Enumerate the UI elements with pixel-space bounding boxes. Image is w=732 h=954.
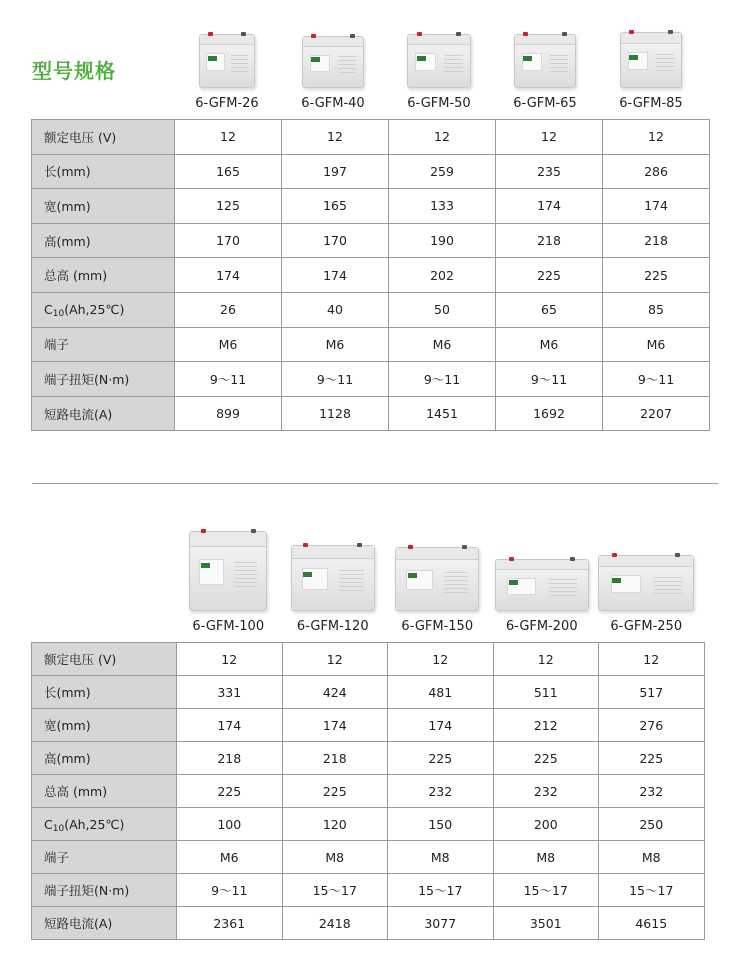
- table-cell: 511: [493, 676, 599, 709]
- row-label: 总高 (mm): [32, 775, 177, 808]
- table-row: [32, 120, 710, 155]
- table-cell: 225: [388, 742, 494, 775]
- table-cell: 40: [282, 292, 389, 327]
- table-row: [32, 742, 705, 775]
- model-column-header: [386, 18, 492, 111]
- table-cell: 15～17: [493, 874, 599, 907]
- spec-table-1: [31, 119, 710, 431]
- model-column-header: [280, 18, 386, 111]
- row-label: [32, 808, 177, 841]
- model-column-header: [490, 530, 595, 634]
- table-cell: 3077: [388, 907, 494, 940]
- table-cell: 424: [282, 676, 388, 709]
- table-cell: 481: [388, 676, 494, 709]
- model-name: 6-GFM-120: [296, 619, 369, 634]
- row-label: 端子扭矩(N·m): [32, 874, 177, 907]
- model-column-header: [492, 18, 598, 111]
- table-cell: 12: [282, 643, 388, 676]
- table-cell: 276: [599, 709, 705, 742]
- table-cell: 15～17: [282, 874, 388, 907]
- table-cell: 259: [389, 154, 496, 189]
- table-cell: 202: [389, 258, 496, 293]
- row-label-prefix: C: [44, 816, 53, 832]
- table-row: [32, 676, 705, 709]
- table-cell: M6: [282, 327, 389, 362]
- table-row: [32, 874, 705, 907]
- table-cell: 174: [177, 709, 283, 742]
- table-row: [32, 362, 710, 397]
- table-cell: M6: [177, 841, 283, 874]
- battery-image: [495, 559, 589, 611]
- table-cell: 12: [389, 120, 496, 155]
- table-cell: 50: [389, 292, 496, 327]
- table-cell: 12: [493, 643, 599, 676]
- table-cell: M8: [493, 841, 599, 874]
- table-cell: 170: [282, 223, 389, 258]
- table-cell: M8: [388, 841, 494, 874]
- row-label: 高(mm): [32, 742, 177, 775]
- battery-image: [514, 34, 576, 88]
- table-cell: 1128: [282, 396, 389, 431]
- row-label: 长(mm): [32, 154, 175, 189]
- table-cell: 200: [493, 808, 599, 841]
- table-row: [32, 223, 710, 258]
- row-label-suffix: (Ah,25℃): [64, 816, 125, 832]
- table-row: [32, 258, 710, 293]
- table-cell: 197: [282, 154, 389, 189]
- table-cell: 225: [603, 258, 710, 293]
- table-cell: 12: [599, 643, 705, 676]
- battery-image: [620, 32, 682, 88]
- table-cell: 190: [389, 223, 496, 258]
- table-row: [32, 292, 710, 327]
- row-label: 短路电流(A): [32, 907, 177, 940]
- table-cell: 218: [282, 742, 388, 775]
- table-cell: 2418: [282, 907, 388, 940]
- model-name: 6-GFM-65: [513, 96, 577, 111]
- table-row: [32, 841, 705, 874]
- row-label-suffix: (Ah,25℃): [64, 302, 125, 318]
- table-cell: 225: [496, 258, 603, 293]
- table-cell: 250: [599, 808, 705, 841]
- table-row: [32, 907, 705, 940]
- table-cell: 1451: [389, 396, 496, 431]
- section-divider: [32, 483, 718, 484]
- table-cell: 225: [177, 775, 283, 808]
- table-cell: 1692: [496, 396, 603, 431]
- model-name: 6-GFM-250: [610, 619, 683, 634]
- table-cell: 2361: [177, 907, 283, 940]
- table-cell: 232: [388, 775, 494, 808]
- table-cell: 174: [282, 709, 388, 742]
- table-cell: 9～11: [389, 362, 496, 397]
- battery-image: [598, 555, 694, 611]
- spec-table-2: [31, 642, 705, 940]
- table-cell: 125: [175, 189, 282, 224]
- battery-image: [291, 545, 375, 611]
- table-cell: 165: [175, 154, 282, 189]
- model-header-row-1: [174, 18, 704, 111]
- table-cell: 212: [493, 709, 599, 742]
- row-label: 宽(mm): [32, 189, 175, 224]
- table-cell: 12: [496, 120, 603, 155]
- row-label: 端子: [32, 841, 177, 874]
- table-cell: 12: [177, 643, 283, 676]
- row-label: 宽(mm): [32, 709, 177, 742]
- model-column-header: [176, 530, 281, 634]
- table-row: [32, 189, 710, 224]
- model-header-row-2: [176, 530, 699, 634]
- table-cell: 331: [177, 676, 283, 709]
- row-label: 高(mm): [32, 223, 175, 258]
- table-cell: 225: [282, 775, 388, 808]
- row-label: [32, 292, 175, 327]
- table-cell: 9～11: [282, 362, 389, 397]
- table-row: [32, 775, 705, 808]
- table-cell: 218: [603, 223, 710, 258]
- page-title: 型号规格: [32, 59, 116, 83]
- row-label-subscript: 10: [52, 823, 65, 834]
- table-cell: 232: [599, 775, 705, 808]
- model-name: 6-GFM-200: [505, 619, 578, 634]
- row-label-subscript: 10: [52, 309, 65, 320]
- model-name: 6-GFM-100: [192, 619, 265, 634]
- table-cell: M8: [282, 841, 388, 874]
- battery-image: [302, 36, 364, 88]
- table-cell: 85: [603, 292, 710, 327]
- table-cell: 170: [175, 223, 282, 258]
- model-name: 6-GFM-26: [195, 96, 259, 111]
- model-name: 6-GFM-85: [619, 96, 683, 111]
- model-column-header: [385, 530, 490, 634]
- table-cell: 4615: [599, 907, 705, 940]
- table-cell: 65: [496, 292, 603, 327]
- table-cell: 174: [175, 258, 282, 293]
- table-cell: 218: [177, 742, 283, 775]
- row-label: 短路电流(A): [32, 396, 175, 431]
- table-cell: M6: [175, 327, 282, 362]
- battery-image: [199, 34, 255, 88]
- table-cell: 12: [388, 643, 494, 676]
- table-cell: 286: [603, 154, 710, 189]
- row-label: 长(mm): [32, 676, 177, 709]
- table-cell: 9～11: [177, 874, 283, 907]
- model-column-header: [281, 530, 386, 634]
- table-cell: 12: [282, 120, 389, 155]
- model-column-header: [594, 530, 699, 634]
- model-name: 6-GFM-150: [401, 619, 474, 634]
- table-cell: 232: [493, 775, 599, 808]
- table-cell: 9～11: [603, 362, 710, 397]
- table-row: [32, 327, 710, 362]
- row-label-prefix: C: [44, 302, 53, 318]
- table-cell: 9～11: [496, 362, 603, 397]
- table-cell: M6: [603, 327, 710, 362]
- row-label: 总高 (mm): [32, 258, 175, 293]
- table-cell: 225: [493, 742, 599, 775]
- table-cell: 225: [599, 742, 705, 775]
- table-cell: 174: [496, 189, 603, 224]
- model-column-header: [598, 18, 704, 111]
- table-cell: 26: [175, 292, 282, 327]
- model-column-header: [174, 18, 280, 111]
- row-label: 端子: [32, 327, 175, 362]
- table-row: [32, 643, 705, 676]
- table-cell: 150: [388, 808, 494, 841]
- table-cell: M8: [599, 841, 705, 874]
- battery-image: [189, 531, 267, 611]
- battery-image: [395, 547, 479, 611]
- table-cell: M6: [496, 327, 603, 362]
- model-name: 6-GFM-50: [407, 96, 471, 111]
- row-label: 端子扭矩(N·m): [32, 362, 175, 397]
- table-cell: 174: [282, 258, 389, 293]
- table-cell: 3501: [493, 907, 599, 940]
- table-cell: 2207: [603, 396, 710, 431]
- table-cell: 100: [177, 808, 283, 841]
- table-cell: 15～17: [599, 874, 705, 907]
- table-row: [32, 709, 705, 742]
- table-cell: 174: [388, 709, 494, 742]
- table-cell: 165: [282, 189, 389, 224]
- table-row: [32, 396, 710, 431]
- row-label: 额定电压 (V): [32, 643, 177, 676]
- table-cell: 9～11: [175, 362, 282, 397]
- table-cell: 174: [603, 189, 710, 224]
- row-label: 额定电压 (V): [32, 120, 175, 155]
- table-cell: 235: [496, 154, 603, 189]
- table-cell: 133: [389, 189, 496, 224]
- table-cell: M6: [389, 327, 496, 362]
- table-cell: 12: [175, 120, 282, 155]
- table-cell: 218: [496, 223, 603, 258]
- model-name: 6-GFM-40: [301, 96, 365, 111]
- table-cell: 120: [282, 808, 388, 841]
- table-cell: 12: [603, 120, 710, 155]
- table-cell: 517: [599, 676, 705, 709]
- table-cell: 899: [175, 396, 282, 431]
- table-row: [32, 808, 705, 841]
- table-row: [32, 154, 710, 189]
- table-cell: 15～17: [388, 874, 494, 907]
- battery-image: [407, 34, 471, 88]
